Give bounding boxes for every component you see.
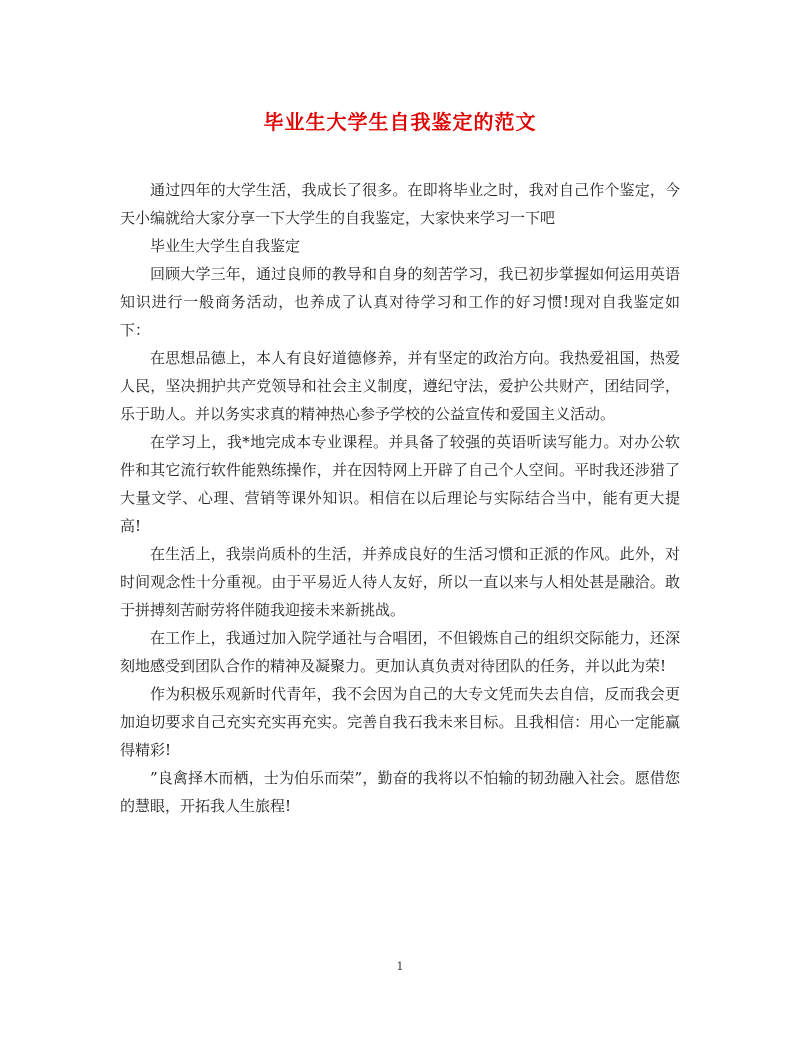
review-paragraph: 回顾大学三年，通过良师的教导和自身的刻苦学习，我已初步掌握如何运用英语知识进行一般商务活动，也养成了认真对待学习和工作的好习惯!现对自我鉴定如下： [120,265,680,339]
morality-paragraph: 在思想品德上，本人有良好道德修养，并有坚定的政治方向。我热爱祖国，热爱人民，坚决拥护共产党领导和社会主义制度，遵纪守法，爱护公共财产，团结同学，乐于助人。并以务实求真的精神热心参予学校的公益宣传和爱国主义活动。 [120,349,680,423]
document-title: 毕业生大学生自我鉴定的范文 [263,110,537,134]
life-paragraph: 在生活上，我崇尚质朴的生活，并养成良好的生活习惯和正派的作风。此外，对时间观念性十分重视。由于平易近人待人友好，所以一直以来与人相处甚是融洽。敢于拼搏刻苦耐劳将伴随我迎接未来新挑战。 [120,545,680,619]
closing-paragraph: ”良禽择木而栖，士为伯乐而荣”，勤奋的我将以不怕输的韧劲融入社会。愿借您的慧眼，开拓我人生旅程! [120,769,680,815]
section-heading: 毕业生大学生自我鉴定 [150,237,301,255]
document-body [120,176,680,820]
work-paragraph: 在工作上，我通过加入院学通社与合唱团，不但锻炼自己的组织交际能力，还深刻地感受到团队合作的精神及凝聚力。更加认真负责对待团队的任务，并以此为荣! [120,629,680,675]
page-number: 1 [396,960,404,973]
outlook-paragraph: 作为积极乐观新时代青年，我不会因为自己的大专文凭而失去自信，反而我会更加迫切要求自己充实充实再充实。完善自我石我未来目标。且我相信：用心一定能赢得精彩! [120,685,680,759]
study-paragraph: 在学习上，我*地完成本专业课程。并具备了较强的英语听读写能力。对办公软件和其它流行软件能熟练操作，并在因特网上开辟了自己个人空间。平时我还涉猎了大量文学、心理、营销等课外知识。相信在以后理论与实际结合当中，能有更大提高! [120,433,680,535]
intro-paragraph: 通过四年的大学生活，我成长了很多。在即将毕业之时，我对自己作个鉴定，今天小编就给大家分享一下大学生的自我鉴定，大家快来学习一下吧 [120,181,680,227]
